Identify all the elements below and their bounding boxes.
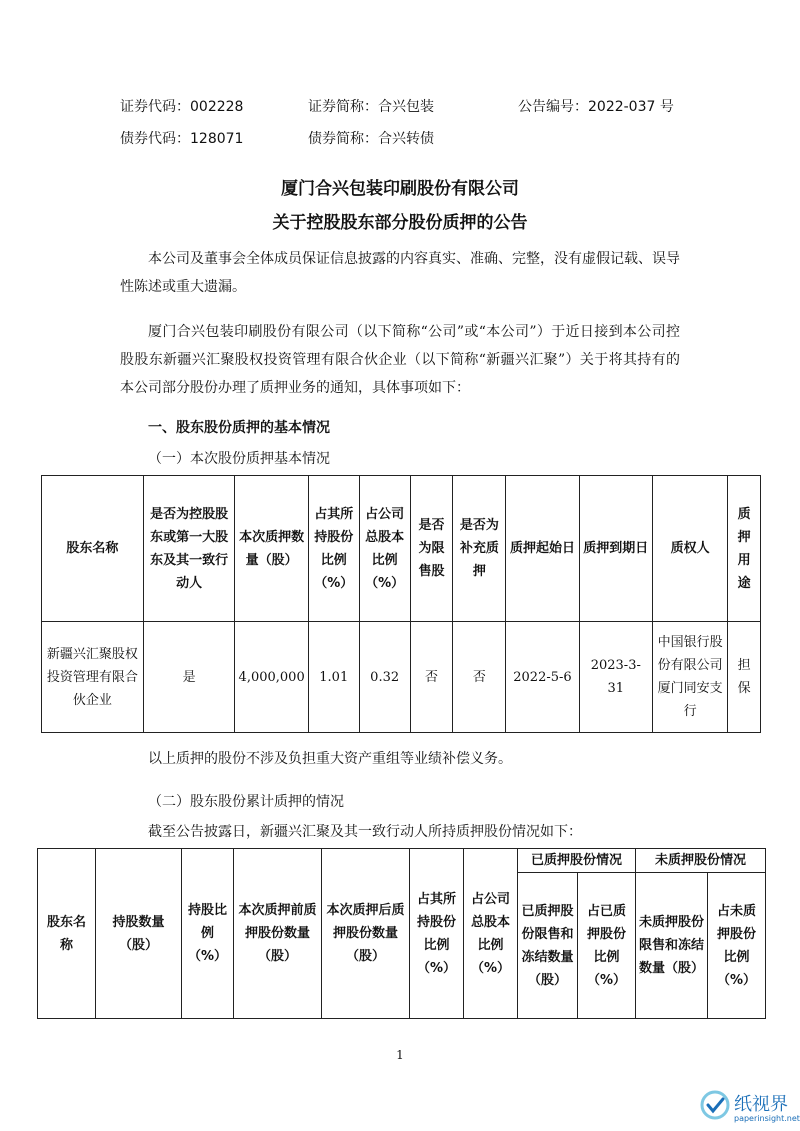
col2-shareholder: 股东名称 <box>38 849 96 1019</box>
cell-controlling: 是 <box>143 622 235 733</box>
col-restricted: 是否为限售股 <box>410 476 453 622</box>
cell-start-date: 2022-5-6 <box>506 622 579 733</box>
col2-pledged-restricted: 已质押股份限售和冻结数量（股） <box>518 873 578 1019</box>
announcement-no: 公告编号：2022-037 号 <box>518 99 674 115</box>
pledge-note: 以上质押的股份不涉及负担重大资产重组等业绩补偿义务。 <box>148 751 512 767</box>
bond-abbr: 债券简称：合兴转债 <box>308 131 434 147</box>
cell-end-date: 2023-3-31 <box>579 622 652 733</box>
cell-pledgee: 中国银行股份有限公司厦门同安支行 <box>652 622 727 733</box>
cell-own-ratio: 1.01 <box>308 622 359 733</box>
watermark-url: paperinsight.net <box>734 1114 800 1123</box>
watermark <box>700 1090 800 1131</box>
cell-purpose: 担保 <box>728 622 761 733</box>
announcement-title: 关于控股股东部分股份质押的公告 <box>272 213 528 233</box>
cell-shareholder: 新疆兴汇聚股权投资管理有限合伙企业 <box>42 622 144 733</box>
section1-sub1: （一）本次股份质押基本情况 <box>148 451 330 467</box>
col-shareholder: 股东名称 <box>42 476 144 622</box>
intro-paragraph: 厦门合兴包装印刷股份有限公司（以下简称“公司”或“本公司”）于近日接到本公司控股股东新疆兴汇聚股权投资管理有限合伙企业（以下简称“新疆兴汇聚”）关于将其持有的本公司部分股份办理了质押业务的通知，具体事项如下： <box>120 324 680 396</box>
col2-unpledged-ratio: 占未质押股份比例（%） <box>708 873 766 1019</box>
col-total-ratio: 占公司总股本比例（%） <box>359 476 410 622</box>
bond-code: 债券代码：128071 <box>120 131 244 147</box>
stock-abbr: 证券简称：合兴包装 <box>308 99 434 115</box>
col-supplementary: 是否为补充质押 <box>453 476 506 622</box>
col2-unpledged-restricted: 未质押股份限售和冻结数量（股） <box>636 873 708 1019</box>
group-unpledged: 未质押股份情况 <box>636 849 766 873</box>
col-purpose: 质押用途 <box>728 476 761 622</box>
col2-pledged-ratio: 占已质押股份比例（%） <box>578 873 636 1019</box>
section1-heading: 一、股东股份质押的基本情况 <box>148 420 330 436</box>
group-pledged: 已质押股份情况 <box>518 849 636 873</box>
cell-supplementary: 否 <box>453 622 506 733</box>
col2-total-ratio: 占公司总股本比例（%） <box>464 849 518 1019</box>
cell-restricted: 否 <box>410 622 453 733</box>
cell-total-ratio: 0.32 <box>359 622 410 733</box>
col-start-date: 质押起始日 <box>506 476 579 622</box>
cumulative-pledge-table <box>37 848 766 1019</box>
cell-pledge-qty: 4,000,000 <box>235 622 308 733</box>
company-title: 厦门合兴包装印刷股份有限公司 <box>281 179 519 199</box>
pledge-table-header <box>42 476 761 622</box>
col-own-ratio: 占其所持股份比例（%） <box>308 476 359 622</box>
table-row <box>42 622 761 733</box>
watermark-brand: 纸视界 <box>734 1094 788 1115</box>
col2-before-pledge: 本次质押前质押股份数量（股） <box>234 849 322 1019</box>
board-statement: 本公司及董事会全体成员保证信息披露的内容真实、准确、完整，没有虚假记载、误导性陈述或重大遗漏。 <box>120 251 680 295</box>
pledge-table <box>41 475 761 733</box>
col2-own-ratio: 占其所持股份比例（%） <box>410 849 464 1019</box>
col2-after-pledge: 本次质押后质押股份数量（股） <box>322 849 410 1019</box>
paperinsight-logo-icon <box>700 1090 730 1120</box>
cumulative-intro: 截至公告披露日，新疆兴汇聚及其一致行动人所持质押股份情况如下： <box>148 824 582 840</box>
stock-code: 证券代码：002228 <box>120 99 244 115</box>
col2-holding-ratio: 持股比例（%） <box>182 849 234 1019</box>
col-controlling: 是否为控股股东或第一大股东及其一致行动人 <box>143 476 235 622</box>
col-pledgee: 质权人 <box>652 476 727 622</box>
section1-sub2: （二）股东股份累计质押的情况 <box>148 794 344 810</box>
col2-holding-qty: 持股数量（股） <box>96 849 182 1019</box>
cumulative-table-header-top <box>38 849 766 873</box>
col-end-date: 质押到期日 <box>579 476 652 622</box>
col-pledge-qty: 本次质押数量（股） <box>235 476 308 622</box>
page-number: 1 <box>396 1048 404 1062</box>
